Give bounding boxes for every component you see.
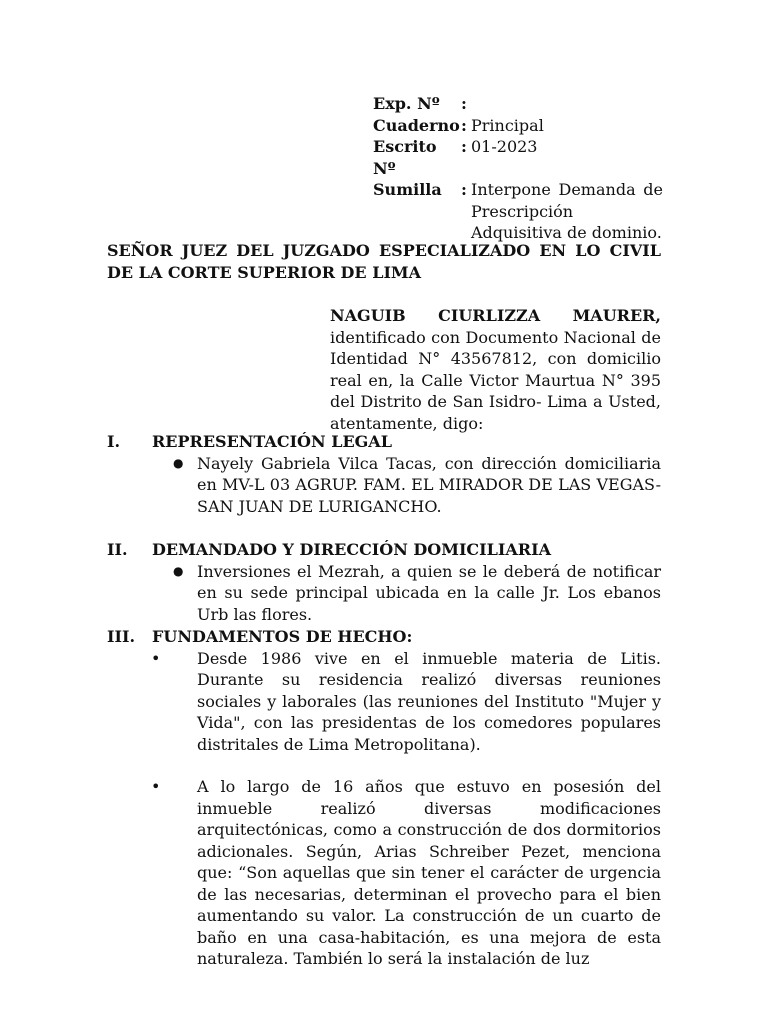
sumilla-value: Interpone Demanda de Prescripción Adquisitiva de dominio. <box>471 180 663 242</box>
section-demandado <box>107 539 661 625</box>
escrito-label: Escrito Nº <box>373 137 437 178</box>
bullet-icon: ● <box>173 455 184 470</box>
section-number: II. <box>107 540 128 559</box>
list-item-text: Desde 1986 vive en el inmueble materia de Litis. Durante su residencia realizó diversas reuniones sociales y laborales (las reuniones del Instituto "Mujer y Vida", con las presidentas de los comedores populares distritales de Lima Metropolitana). <box>197 648 661 754</box>
section-heading: FUNDAMENTOS DE HECHO: <box>152 627 413 646</box>
list-item <box>173 561 661 626</box>
cuaderno-value: Principal <box>471 115 544 135</box>
bullet-icon: ● <box>173 563 184 578</box>
sumilla-row <box>373 179 663 244</box>
section-number: III. <box>107 627 136 646</box>
escrito-value: 01-2023 <box>471 137 538 156</box>
list-item <box>151 776 661 970</box>
section-heading: REPRESENTACIÓN LEGAL <box>152 432 392 451</box>
section-title <box>107 431 661 453</box>
cuaderno-colon: : <box>461 115 467 135</box>
section-heading: DEMANDADO Y DIRECCIÓN DOMICILIARIA <box>152 540 551 559</box>
intro-paragraph <box>330 305 661 434</box>
cuaderno-label: Cuaderno <box>373 115 460 135</box>
section-number: I. <box>107 432 121 451</box>
section-title <box>107 539 661 561</box>
exp-row <box>373 93 663 115</box>
escrito-row <box>373 136 663 179</box>
sumilla-label: Sumilla <box>373 180 442 199</box>
cuaderno-row <box>373 115 663 137</box>
sumilla-colon: : <box>461 180 467 199</box>
exp-label: Exp. Nº <box>373 94 440 113</box>
escrito-colon: : <box>461 137 467 156</box>
list-item-text: Nayely Gabriela Vilca Tacas, con dirección domiciliaria en MV-L 03 AGRUP. FAM. EL MIRADOR DE LAS VEGAS- SAN JUAN DE LURIGANCHO. <box>197 453 661 516</box>
case-header <box>373 93 663 244</box>
bullet-icon: • <box>151 777 161 796</box>
list-item-text: Inversiones el Mezrah, a quien se le deberá de notificar en su sede principal ubicada en la calle Jr. Los ebanos Urb las flores. <box>197 561 661 624</box>
section-representacion <box>107 431 661 517</box>
intro-text: identificado con Documento Nacional de Identidad N° 43567812, con domicilio real en, la Calle Victor Maurtua N° 395 del Distrito de San Isidro- Lima a Usted, atentamente, digo: <box>330 327 661 433</box>
list-item <box>173 453 661 518</box>
judge-address: SEÑOR JUEZ DEL JUZGADO ESPECIALIZADO EN LO CIVIL DE LA CORTE SUPERIOR DE LIMA <box>107 241 661 282</box>
exp-colon: : <box>461 94 467 113</box>
section-title <box>107 626 661 648</box>
section-fundamentos <box>107 626 661 970</box>
bullet-icon: • <box>151 648 161 668</box>
plaintiff-name: NAGUIB CIURLIZZA MAURER, <box>330 306 661 325</box>
exp-value <box>471 93 663 115</box>
list-item-text: A lo largo de 16 años que estuvo en posesión del inmueble realizó diversas modificaciones arquitectónicas, como a construcción de dos dormitorios adicionales. Según, Arias Schreiber Pezet, menciona que: “Son aquellas que sin tener el carácter de urgencia de las necesarias, determinan el provecho para el bien aumentando su valor. La construcción de un cuarto de baño en una casa-habitación, es una mejora de esta naturaleza. También lo será la instalación de luz <box>197 777 661 968</box>
list-item <box>151 648 661 756</box>
